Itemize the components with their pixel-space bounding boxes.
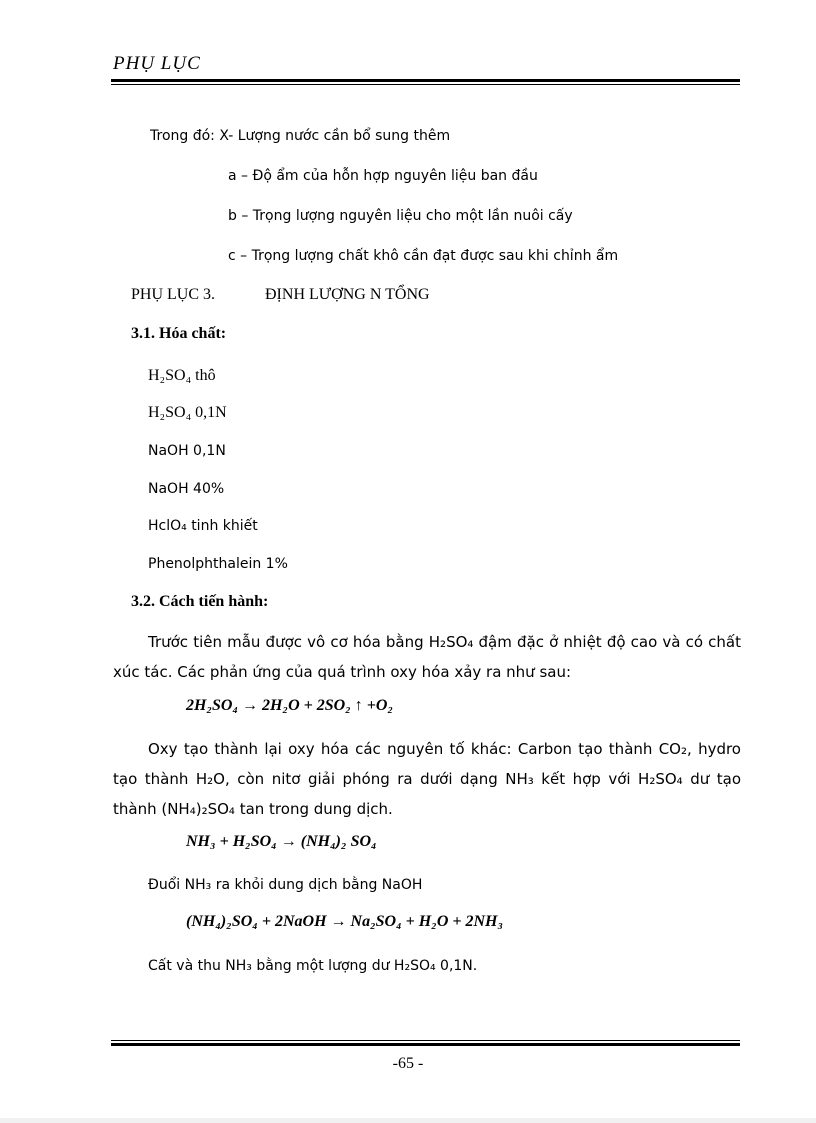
header-rule-thick — [111, 79, 740, 82]
procedure-paragraph-1: Trước tiên mẫu được vô cơ hóa bằng H₂SO₄ đậm đặc ở nhiệt độ cao và có chất xúc tác. Các phản ứng của quá trình oxy hóa xảy ra như sau: — [113, 633, 741, 681]
running-header: PHỤ LỤC — [113, 53, 201, 74]
chemical-item: NaOH 40% — [148, 481, 225, 497]
page-number: -65 - — [392, 1055, 424, 1072]
definition-b: b – Trọng lượng nguyên liệu cho một lần nuôi cấy — [228, 208, 573, 224]
procedure-line-3: Đuổi NH₃ ra khỏi dung dịch bằng NaOH — [148, 877, 423, 893]
definition-intro: Trong đó: X- Lượng nước cần bổ sung thêm — [150, 128, 451, 144]
equation-1: 2H₂SO₄ → 2H₂O + 2SO₂ ↑ +O₂ — [186, 697, 394, 714]
appendix-title: ĐỊNH LƯỢNG N TỔNG — [265, 286, 430, 303]
page-bottom-edge — [0, 1118, 816, 1123]
procedure-paragraph-2: Oxy tạo thành lại oxy hóa các nguyên tố khác: Carbon tạo thành CO₂, hydro tạo thành H₂O, còn nitơ giải phóng ra dưới dạng NH₃ kết hợp với H₂SO₄ dư tạo thành (NH₄)₂SO₄ tan trong dung dịch. — [113, 740, 741, 818]
footer-rule-thin — [111, 1040, 740, 1041]
chemical-item: HclO₄ tinh khiết — [148, 518, 258, 534]
chemical-item: H₂SO₄ thô — [148, 367, 216, 384]
definition-a: a – Độ ẩm của hỗn hợp nguyên liệu ban đầu — [228, 168, 538, 184]
equation-2: NH₃ + H₂SO₄ → (NH₄)₂ SO₄ — [186, 833, 377, 850]
definition-c: c – Trọng lượng chất khô cần đạt được sau khi chỉnh ẩm — [228, 248, 619, 264]
appendix-label: PHỤ LỤC 3. — [131, 286, 216, 303]
section-heading-procedure: 3.2. Cách tiến hành: — [131, 593, 269, 610]
procedure-line-4: Cất và thu NH₃ bằng một lượng dư H₂SO₄ 0,1N. — [148, 958, 478, 974]
footer-rule-thick — [111, 1043, 740, 1046]
chemical-item: Phenolphthalein 1% — [148, 556, 288, 572]
header-rule-thin — [111, 84, 740, 85]
equation-3: (NH₄)₂SO₄ + 2NaOH → Na₂SO₄ + H₂O + 2NH₃ — [186, 913, 504, 930]
chemical-item: NaOH 0,1N — [148, 443, 226, 459]
chemical-item: H₂SO₄ 0,1N — [148, 404, 227, 421]
section-heading-chemicals: 3.1. Hóa chất: — [131, 325, 227, 342]
